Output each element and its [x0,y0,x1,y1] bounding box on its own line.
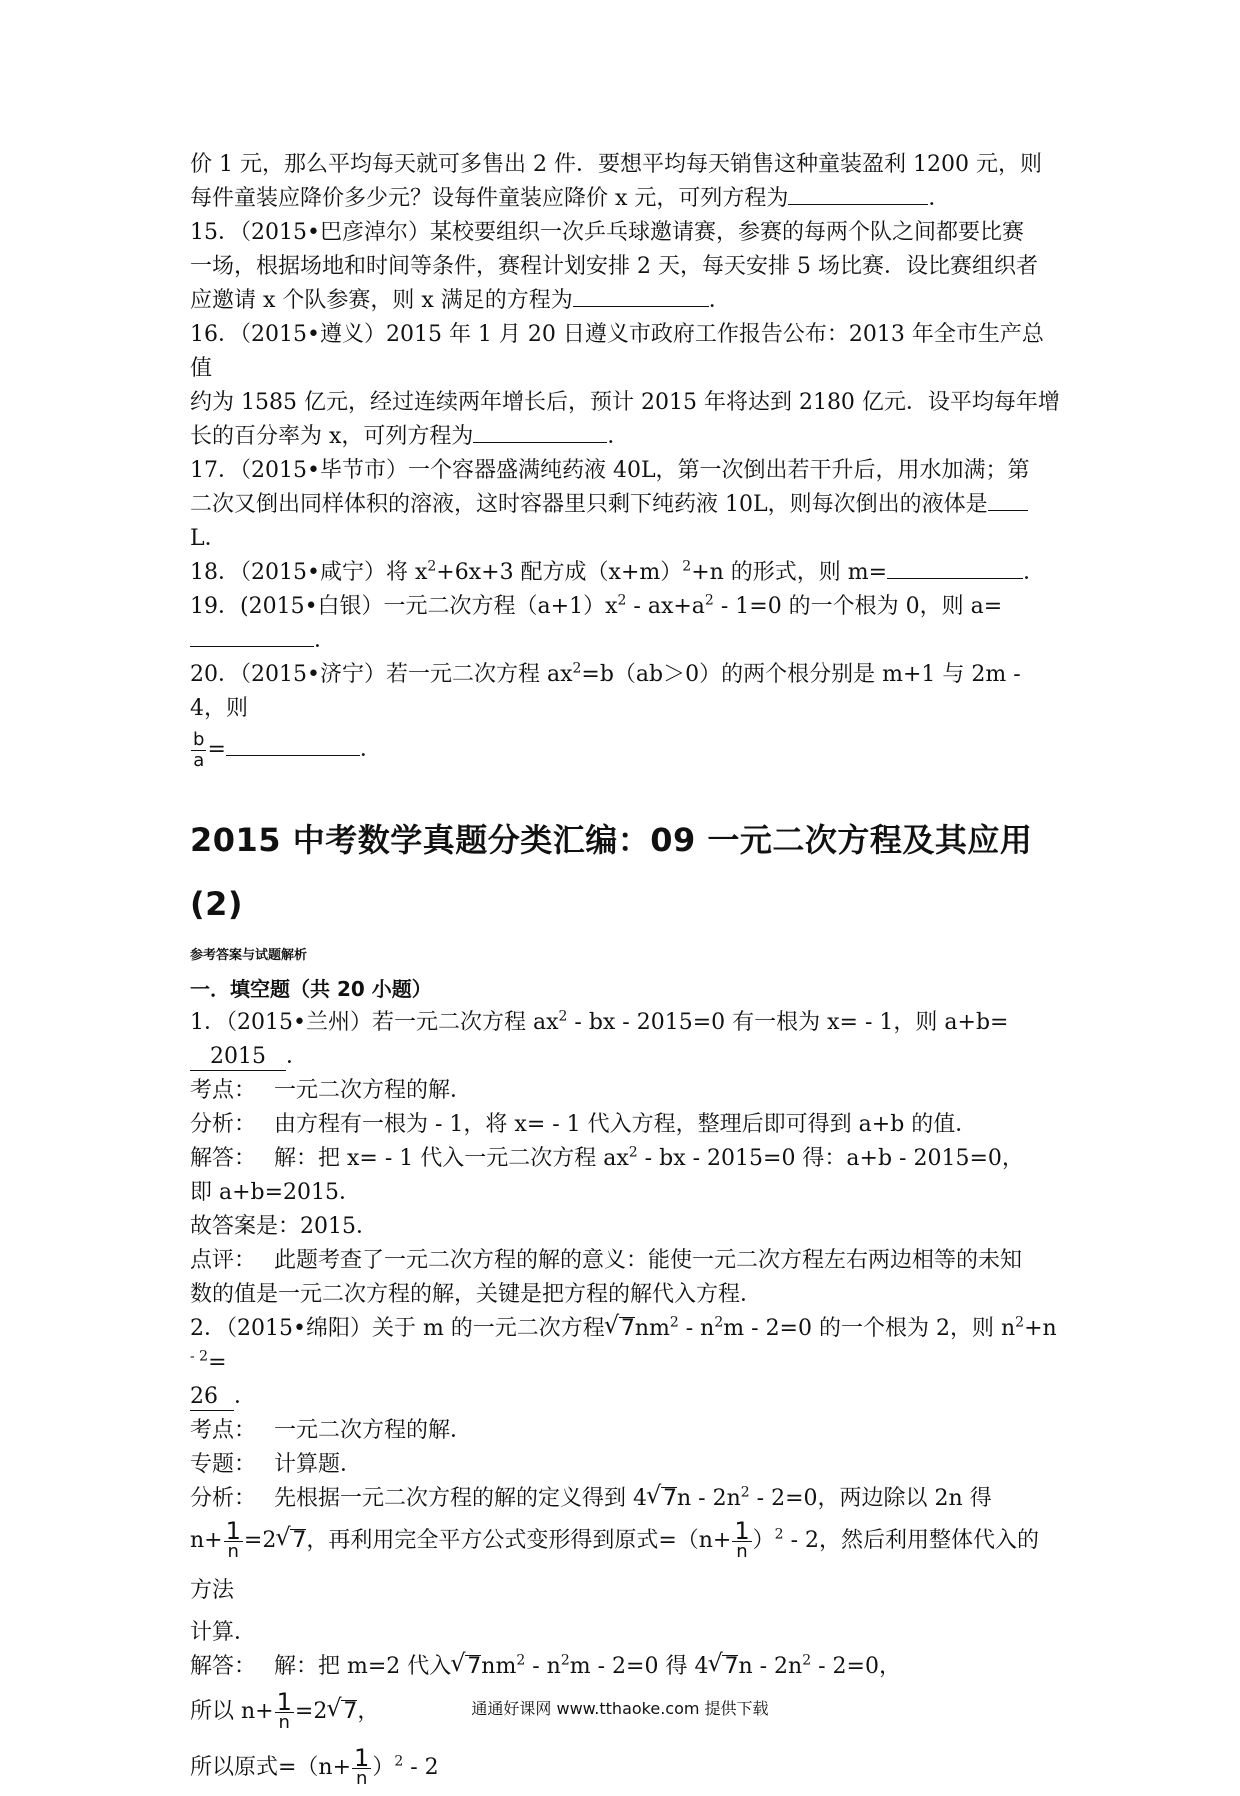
q15-line3: 应邀请 x 个队参赛，则 x 满足的方程为 ． [190,284,1060,318]
sqrt-7: √ 7 [465,1655,481,1678]
q16-line1: 16．（2015•遵义）2015 年 1 月 20 日遵义市政府工作报告公布：2013 年全市生产总值 [190,322,1044,381]
a1-fenxi: 分析： 由方程有一根为 - 1，将 x= - 1 代入方程，整理后即可得到 a+b 的值． [190,1112,978,1137]
fraction-1-over-n: $\frac{1}{n}$ [276,1687,292,1733]
q20-line1: 20．（2015•济宁）若一元二次方程 $ax^2=b(ab>0)$的两个根分别是 m+1 与 2m - 4，则 [190,660,1021,721]
a1-jieda: 解答： 解：把 x= - 1 代入一元二次方程 $ax^2$ - bx - 2015=0 得：a+b - 2015=0， [190,1144,1024,1171]
a2-kaodian: 考点： 一元二次方程的解． [190,1418,473,1443]
a2-answer-line: 26 ． [190,1384,257,1409]
page-title: 2015 中考数学真题分类汇编：09 一元二次方程及其应用 (2) [190,821,1033,923]
q17-line3: L． [190,526,227,551]
q14-line2: 每件童装应降价多少元？设每件童装应降价 x 元，可列方程为 ． [190,182,1060,216]
sqrt-7: √ 7 [661,1487,677,1510]
sqrt-7: √ 7 [722,1655,738,1678]
a2-answer: 26 [190,1384,234,1411]
a2-zhuanti: 专题： 计算题． [190,1452,363,1477]
a2-suoyi-2: 所以原式=（n+ $\frac{1}{n}$ ）$^2$ - 2 [190,1743,439,1789]
q20-fraction: $\frac{b}{a}$ [193,728,205,771]
q20-line2: $\frac{b}{a}$ = ． [193,728,382,771]
a2-suoyi-1: 所以 n+ $\frac{1}{n}$ =2√ 7， [190,1684,1060,1740]
a1-line-gu: 故答案是：2015． [190,1214,378,1239]
q16-line3: 长的百分率为 x，可列方程为 ． [190,420,1060,454]
a1-line-ji: 即 a+b=2015． [190,1180,362,1205]
a1-answer: 2015 [190,1044,286,1071]
q17-blank [988,488,1028,511]
q14-line1: 价 1 元，那么平均每天就可多售出 2 件．要想平均每天销售这种童装盈利 1200 元，则 [190,152,1042,177]
page-footer: 通通好课网 www.tthaoke.com 提供下载 [471,1699,769,1718]
q14-blank [788,182,928,205]
q16-blank [473,420,607,443]
fraction-1-over-n: $\frac{1}{n}$ [225,1516,241,1562]
q18-blank [887,556,1023,579]
a1-kaodian: 考点： 一元二次方程的解． [190,1078,473,1103]
sqrt-7: √ 7 [619,1317,635,1340]
sqrt-7: √ 7 [290,1529,306,1552]
a2-jieda: 解答： 解：把 m=2 代入√ $7nm^2 - n^2m - 2=0$ 得 4√ $7n - 2n^2 - 2=0$， [190,1650,1060,1684]
document-page [190,148,1060,1796]
a2-question: 2．（2015•绵阳）关于 m 的一元二次方程√ $7nm^2 - n^2m - 2=0$ 的一个根为 2，则 $n^2+n$ $^{- 2}$= [190,1312,1060,1380]
q17-line1: 17．（2015•毕节市）一个容器盛满纯药液 40L，第一次倒出若干升后，用水加满；第 [190,458,1030,483]
q15-line2: 一场，根据场地和时间等条件，赛程计划安排 2 天，每天安排 5 场比赛．设比赛组织者 [190,254,1038,279]
a1-question: 1．（2015•兰州）若一元二次方程 $ax^2$ - bx - 2015=0 有一根为 x= - 1，则 a+b=2015 ． [190,1008,1009,1069]
answers-heading: 参考答案与试题解析 [190,948,308,963]
fraction-1-over-n: $\frac{1}{n}$ [354,1743,370,1789]
a1-dianping-2: 数的值是一元二次方程的解，关键是把方程的解代入方程． [190,1282,763,1307]
q16-line2: 约为 1585 亿元，经过连续两年增长后，预计 2015 年将达到 2180 亿元．设平均每年增 [190,390,1060,415]
q19-blank [190,624,314,647]
q20-blank [226,733,360,756]
q19: 19．(2015•白银）一元二次方程$(a+1)x^2 - ax+a^2 - 1=0$ 的一个根为 0，则 a=． [190,592,1003,653]
a2-fenxi-3: 计算． [190,1620,257,1645]
q18: 18．（2015•咸宁）将 $x^2+6x+3$ 配方成$(x+m)^2+n$ 的形式，则 m= ． [190,556,1060,590]
a2-fenxi: 分析： 先根据一元二次方程的解的定义得到 4√ $7n - 2n^2 - 2=0$，两边除以 2n 得 [190,1482,1060,1516]
q15-blank [573,284,709,307]
fraction-1-over-n: $\frac{1}{n}$ [734,1516,750,1562]
q17-line2: 二次又倒出同样体积的溶液，这时容器里只剩下纯药液 10L，则每次倒出的液体是 [190,488,1060,522]
a2-fenxi-2: n+ $\frac{1}{n}$ =2√ 7，再利用完全平方公式变形得到原式=（n+ $\frac{1}{n}$ ）$^2$ - 2，然后利用整体代入的方法 [190,1516,1060,1616]
q15-line1: 15．（2015•巴彦淖尔）某校要组织一次乒乓球邀请赛，参赛的每两个队之间都要比赛 [190,220,1024,245]
a1-dianping: 点评： 此题考查了一元二次方程的解的意义：能使一元二次方程左右两边相等的未知 [190,1248,1023,1273]
section-heading: 一．填空题（共 20 小题） [190,977,432,1001]
sqrt-7: √ 7 [341,1700,357,1723]
